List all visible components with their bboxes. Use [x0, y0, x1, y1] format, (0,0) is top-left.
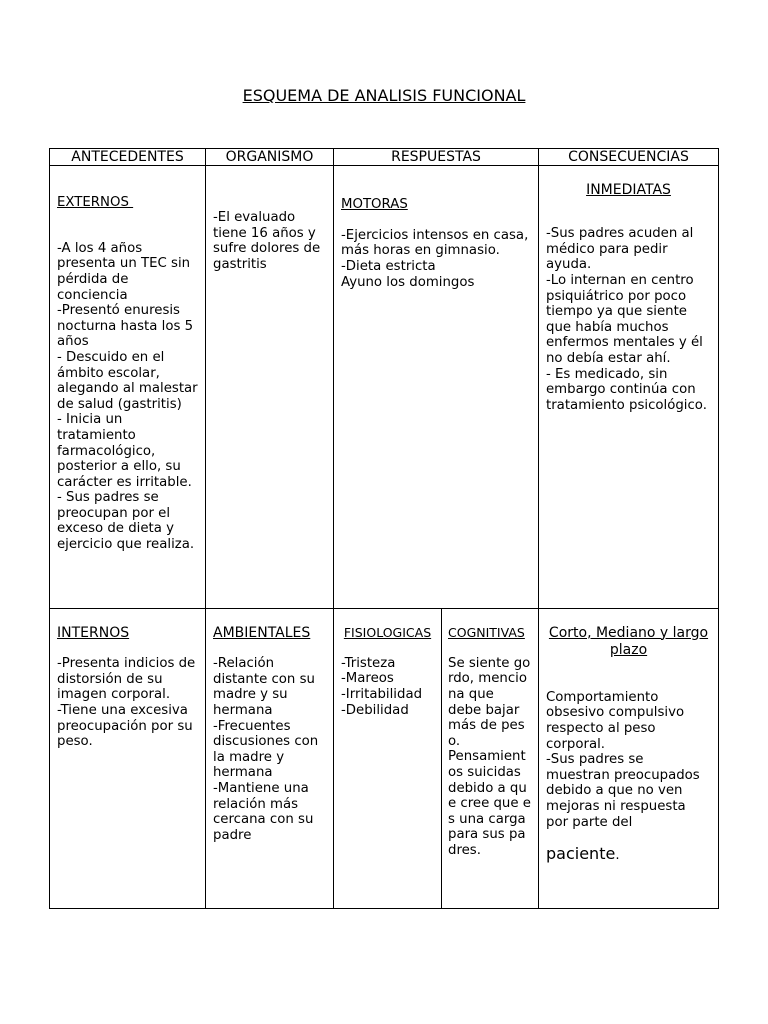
header-antecedentes: ANTECEDENTES: [50, 149, 206, 166]
internos-label: INTERNOS: [57, 624, 130, 641]
organismo-text: -El evaluado tiene 16 años y sufre dolores de gastritis: [213, 210, 321, 272]
plazo-label: Corto, Mediano y largo plazo: [548, 624, 709, 658]
externos-label: EXTERNOS: [57, 194, 134, 210]
ambientales-text: -Relación distante con su madre y su hermana -Frecuentes discusiones con la madre y hermana -Mantiene una relación más cercana con su padre: [213, 656, 319, 843]
ambientales-label: AMBIENTALES: [213, 624, 311, 641]
plazo-text-dot: .: [615, 847, 620, 863]
cell-organismo: [206, 166, 334, 609]
cell-fisiologicas: [334, 609, 442, 909]
header-respuestas: RESPUESTAS: [334, 149, 539, 166]
header-consecuencias: CONSECUENCIAS: [539, 149, 719, 166]
motoras-text: -Ejercicios intensos en casa, más horas en gimnasio. -Dieta estricta Ayuno los domingos: [341, 227, 529, 290]
inmediatas-label: INMEDIATAS: [586, 181, 671, 198]
cell-motoras: [334, 166, 539, 609]
header-organismo: ORGANISMO: [206, 149, 334, 166]
cell-inmediatas: [539, 166, 719, 609]
row-internos: [50, 609, 719, 909]
fisiologicas-label: FISIOLOGICAS: [343, 624, 432, 640]
cell-externos: [50, 166, 206, 609]
inmediatas-text: -Sus padres acuden al médico para pedir ayuda. -Lo internan en centro psiquiátrico por poco tiempo ya que siente que había muchos enfermos mentales y él no debía estar ahí. - Es medicado, sin embargo continúa con tratamiento psicológico.: [546, 226, 707, 413]
cell-plazo: [539, 609, 719, 909]
internos-text: -Presenta indicios de distorsión de su imagen corporal. -Tiene una excesiva preocupación por su peso.: [57, 656, 196, 750]
motoras-label: MOTORAS: [341, 196, 408, 212]
plazo-text-end: paciente: [546, 843, 616, 863]
document-title: ESQUEMA DE ANALISIS FUNCIONAL: [242, 86, 526, 105]
row-externos: [50, 166, 719, 609]
fisiologicas-text: -Tristeza -Mareos -Irritabilidad -Debilidad: [341, 655, 423, 718]
cell-cognitivas: [442, 609, 539, 909]
plazo-text: Comportamiento obsesivo compulsivo respecto al peso corporal. -Sus padres se muestran preocupados debido a que no ven mejoras ni respuesta por parte del: [546, 689, 700, 830]
cell-internos: [50, 609, 206, 909]
cell-ambientales: [206, 609, 334, 909]
cognitivas-label: COGNITIVAS: [448, 624, 525, 640]
cognitivas-text: Se siente gordo, menciona que debe bajar más de peso. Pensamientos suicidas debido a que cree que es una carga para sus padres.: [448, 655, 531, 858]
header-row: [50, 149, 719, 166]
externos-text: -A los 4 años presenta un TEC sin pérdida de conciencia -Presentó enuresis nocturna hasta los 5 años - Descuido en el ámbito escolar, alegando al malestar de salud (gastritis) - Inicia un tratamiento farmacológico, posterior a ello, su carácter es irritable. - Sus padres se preocupan por el exceso de dieta y ejercicio que realiza.: [57, 240, 198, 553]
functional-analysis-table: [49, 148, 719, 909]
plazo-text-wrap: [546, 674, 711, 863]
